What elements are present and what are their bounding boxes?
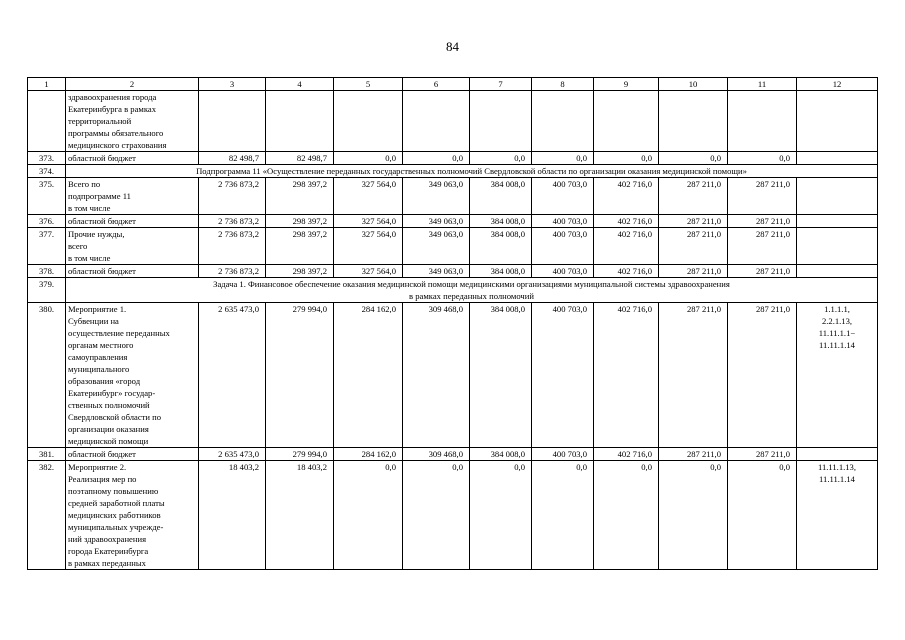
section-title-line: в рамках переданных полномочий (409, 291, 534, 301)
value-cell: 349 063,0 (403, 178, 470, 215)
row-name-line: Мероприятие 1. (68, 304, 127, 314)
value-cell (334, 91, 403, 152)
reference-cell (797, 461, 878, 570)
value-cell: 287 211,0 (728, 303, 797, 448)
value-cell (594, 91, 659, 152)
reference-cell (797, 215, 878, 228)
row-number: 381. (28, 448, 66, 461)
value-cell: 0,0 (594, 152, 659, 165)
table-row (28, 165, 878, 178)
value-cell: 400 703,0 (532, 448, 594, 461)
value-cell: 287 211,0 (659, 303, 728, 448)
row-name-line: областной бюджет (68, 449, 136, 459)
row-name (66, 91, 199, 152)
column-header: 11 (728, 78, 797, 91)
header-row (28, 78, 878, 91)
row-name-line: образования «город (68, 376, 141, 386)
table-row (28, 461, 878, 570)
reference-cell-line: 11.11.1.14 (819, 340, 855, 350)
value-cell: 287 211,0 (659, 228, 728, 265)
row-number: 378. (28, 265, 66, 278)
value-cell: 0,0 (334, 152, 403, 165)
row-name-line: муниципального (68, 364, 130, 374)
column-header: 5 (334, 78, 403, 91)
value-cell (403, 91, 470, 152)
value-cell: 2 736 873,2 (199, 215, 266, 228)
value-cell: 2 736 873,2 (199, 265, 266, 278)
value-cell: 287 211,0 (728, 228, 797, 265)
row-name (66, 228, 199, 265)
value-cell: 349 063,0 (403, 265, 470, 278)
column-header: 8 (532, 78, 594, 91)
row-name (66, 178, 199, 215)
value-cell: 0,0 (403, 461, 470, 570)
value-cell: 0,0 (594, 461, 659, 570)
value-cell: 287 211,0 (728, 448, 797, 461)
row-name-line: в том числе (68, 253, 111, 263)
value-cell: 82 498,7 (199, 152, 266, 165)
value-cell: 0,0 (403, 152, 470, 165)
column-header: 9 (594, 78, 659, 91)
value-cell: 298 397,2 (266, 178, 334, 215)
value-cell: 279 994,0 (266, 303, 334, 448)
value-cell (532, 91, 594, 152)
value-cell: 18 403,2 (199, 461, 266, 570)
value-cell: 384 008,0 (470, 448, 532, 461)
row-name-line: ственных полномочий (68, 400, 150, 410)
table-row (28, 228, 878, 265)
value-cell: 0,0 (728, 152, 797, 165)
reference-cell (797, 448, 878, 461)
reference-cell-line: 11.11.1.14 (819, 474, 855, 484)
row-name-line: подпрограмме 11 (68, 191, 131, 201)
row-name-line: областной бюджет (68, 216, 136, 226)
value-cell (199, 91, 266, 152)
row-name-line: Всего по (68, 179, 101, 189)
value-cell: 298 397,2 (266, 228, 334, 265)
column-header: 3 (199, 78, 266, 91)
value-cell: 400 703,0 (532, 303, 594, 448)
row-name-line: Екатеринбурга в рамках (68, 104, 156, 114)
column-header: 6 (403, 78, 470, 91)
value-cell: 18 403,2 (266, 461, 334, 570)
value-cell: 0,0 (659, 152, 728, 165)
section-title (66, 165, 878, 178)
table-row (28, 215, 878, 228)
row-number: 380. (28, 303, 66, 448)
value-cell: 400 703,0 (532, 178, 594, 215)
reference-cell (797, 178, 878, 215)
table-body (28, 78, 878, 570)
row-name-line: территориальной (68, 116, 132, 126)
value-cell: 349 063,0 (403, 215, 470, 228)
table-row (28, 265, 878, 278)
value-cell: 0,0 (470, 461, 532, 570)
value-cell: 0,0 (334, 461, 403, 570)
value-cell: 402 716,0 (594, 448, 659, 461)
table-row (28, 448, 878, 461)
column-header: 2 (66, 78, 199, 91)
value-cell: 0,0 (532, 461, 594, 570)
value-cell (266, 91, 334, 152)
row-name-line: осуществление переданных (68, 328, 170, 338)
reference-cell (797, 228, 878, 265)
value-cell: 287 211,0 (659, 448, 728, 461)
value-cell: 0,0 (532, 152, 594, 165)
row-name-line: Екатеринбург» государ- (68, 388, 156, 398)
value-cell: 82 498,7 (266, 152, 334, 165)
value-cell (470, 91, 532, 152)
row-name-line: самоуправления (68, 352, 128, 362)
row-name-line: Прочие нужды, (68, 229, 125, 239)
column-header: 4 (266, 78, 334, 91)
row-number: 377. (28, 228, 66, 265)
value-cell: 2 635 473,0 (199, 448, 266, 461)
value-cell: 402 716,0 (594, 303, 659, 448)
value-cell: 287 211,0 (659, 178, 728, 215)
row-name-line: поэтапному повышению (68, 486, 159, 496)
value-cell: 0,0 (470, 152, 532, 165)
value-cell: 384 008,0 (470, 178, 532, 215)
value-cell: 384 008,0 (470, 228, 532, 265)
row-number: 376. (28, 215, 66, 228)
value-cell: 298 397,2 (266, 265, 334, 278)
section-title-line: Подпрограмма 11 «Осуществление переданных государственных полномочий Свердловской области по организации оказания медицинской помощи» (196, 166, 747, 176)
value-cell: 2 736 873,2 (199, 178, 266, 215)
value-cell: 327 564,0 (334, 228, 403, 265)
row-name-line: органам местного (68, 340, 134, 350)
row-name-line: в том числе (68, 203, 111, 213)
row-name-line: в рамках переданных (68, 558, 146, 568)
value-cell: 402 716,0 (594, 265, 659, 278)
value-cell: 384 008,0 (470, 215, 532, 228)
reference-cell (797, 152, 878, 165)
value-cell: 0,0 (728, 461, 797, 570)
section-title-line: Задача 1. Финансовое обеспечение оказания медицинской помощи медицинскими организациями муниципальной системы здравоохранения (213, 279, 730, 289)
value-cell: 287 211,0 (659, 265, 728, 278)
row-name (66, 265, 199, 278)
row-number: 374. (28, 165, 66, 178)
reference-cell-line: 1.1.1.1, (824, 304, 850, 314)
column-header: 10 (659, 78, 728, 91)
row-name-line: медицинской помощи (68, 436, 149, 446)
row-name (66, 461, 199, 570)
row-name-line: медицинского страхования (68, 140, 167, 150)
column-header: 1 (28, 78, 66, 91)
row-name-line: всего (68, 241, 88, 251)
row-name-line: ний здравоохранения (68, 534, 147, 544)
row-name (66, 215, 199, 228)
table-row (28, 152, 878, 165)
budget-table (27, 77, 878, 570)
column-header: 7 (470, 78, 532, 91)
table-row (28, 278, 878, 303)
row-name-line: города Екатеринбурга (68, 546, 149, 556)
table-row (28, 303, 878, 448)
reference-cell (797, 91, 878, 152)
row-number: 382. (28, 461, 66, 570)
row-name-line: Реализация мер по (68, 474, 137, 484)
row-name (66, 448, 199, 461)
value-cell: 327 564,0 (334, 215, 403, 228)
row-name-line: Субвенции на (68, 316, 119, 326)
row-name-line: муниципальных учрежде- (68, 522, 164, 532)
row-number: 379. (28, 278, 66, 303)
value-cell: 287 211,0 (728, 178, 797, 215)
value-cell: 298 397,2 (266, 215, 334, 228)
reference-cell-line: 2.2.1.13, (821, 316, 853, 326)
value-cell: 0,0 (659, 461, 728, 570)
value-cell: 279 994,0 (266, 448, 334, 461)
row-name (66, 303, 199, 448)
value-cell: 287 211,0 (659, 215, 728, 228)
value-cell: 309 468,0 (403, 303, 470, 448)
row-name-line: областной бюджет (68, 266, 136, 276)
value-cell: 384 008,0 (470, 265, 532, 278)
value-cell: 400 703,0 (532, 228, 594, 265)
value-cell: 384 008,0 (470, 303, 532, 448)
value-cell: 400 703,0 (532, 265, 594, 278)
row-name-line: средней заработной платы (68, 498, 165, 508)
value-cell: 402 716,0 (594, 215, 659, 228)
row-name-line: медицинских работников (68, 510, 161, 520)
table-row (28, 91, 878, 152)
row-name-line: организации оказания (68, 424, 149, 434)
section-title (66, 278, 878, 303)
reference-cell-line: 11.11.1.1− (818, 328, 856, 338)
value-cell: 400 703,0 (532, 215, 594, 228)
table-row (28, 178, 878, 215)
row-name-line: областной бюджет (68, 153, 136, 163)
value-cell (728, 91, 797, 152)
reference-cell (797, 265, 878, 278)
row-name (66, 152, 199, 165)
value-cell: 327 564,0 (334, 178, 403, 215)
reference-cell (797, 303, 878, 448)
row-number: 375. (28, 178, 66, 215)
row-name-line: Свердловской области по (68, 412, 162, 422)
value-cell: 327 564,0 (334, 265, 403, 278)
value-cell: 402 716,0 (594, 228, 659, 265)
value-cell: 2 635 473,0 (199, 303, 266, 448)
value-cell: 2 736 873,2 (199, 228, 266, 265)
row-name-line: программы обязательного (68, 128, 164, 138)
row-name-line: Мероприятие 2. (68, 462, 127, 472)
column-header: 12 (797, 78, 878, 91)
value-cell: 309 468,0 (403, 448, 470, 461)
row-name-line: здравоохранения города (68, 92, 157, 102)
value-cell: 284 162,0 (334, 448, 403, 461)
reference-cell-line: 11.11.1.13, (817, 462, 857, 472)
page-number: 84 (446, 39, 459, 54)
value-cell: 287 211,0 (728, 265, 797, 278)
row-number (28, 91, 66, 152)
value-cell: 349 063,0 (403, 228, 470, 265)
value-cell: 287 211,0 (728, 215, 797, 228)
value-cell: 284 162,0 (334, 303, 403, 448)
row-number: 373. (28, 152, 66, 165)
value-cell (659, 91, 728, 152)
value-cell: 402 716,0 (594, 178, 659, 215)
